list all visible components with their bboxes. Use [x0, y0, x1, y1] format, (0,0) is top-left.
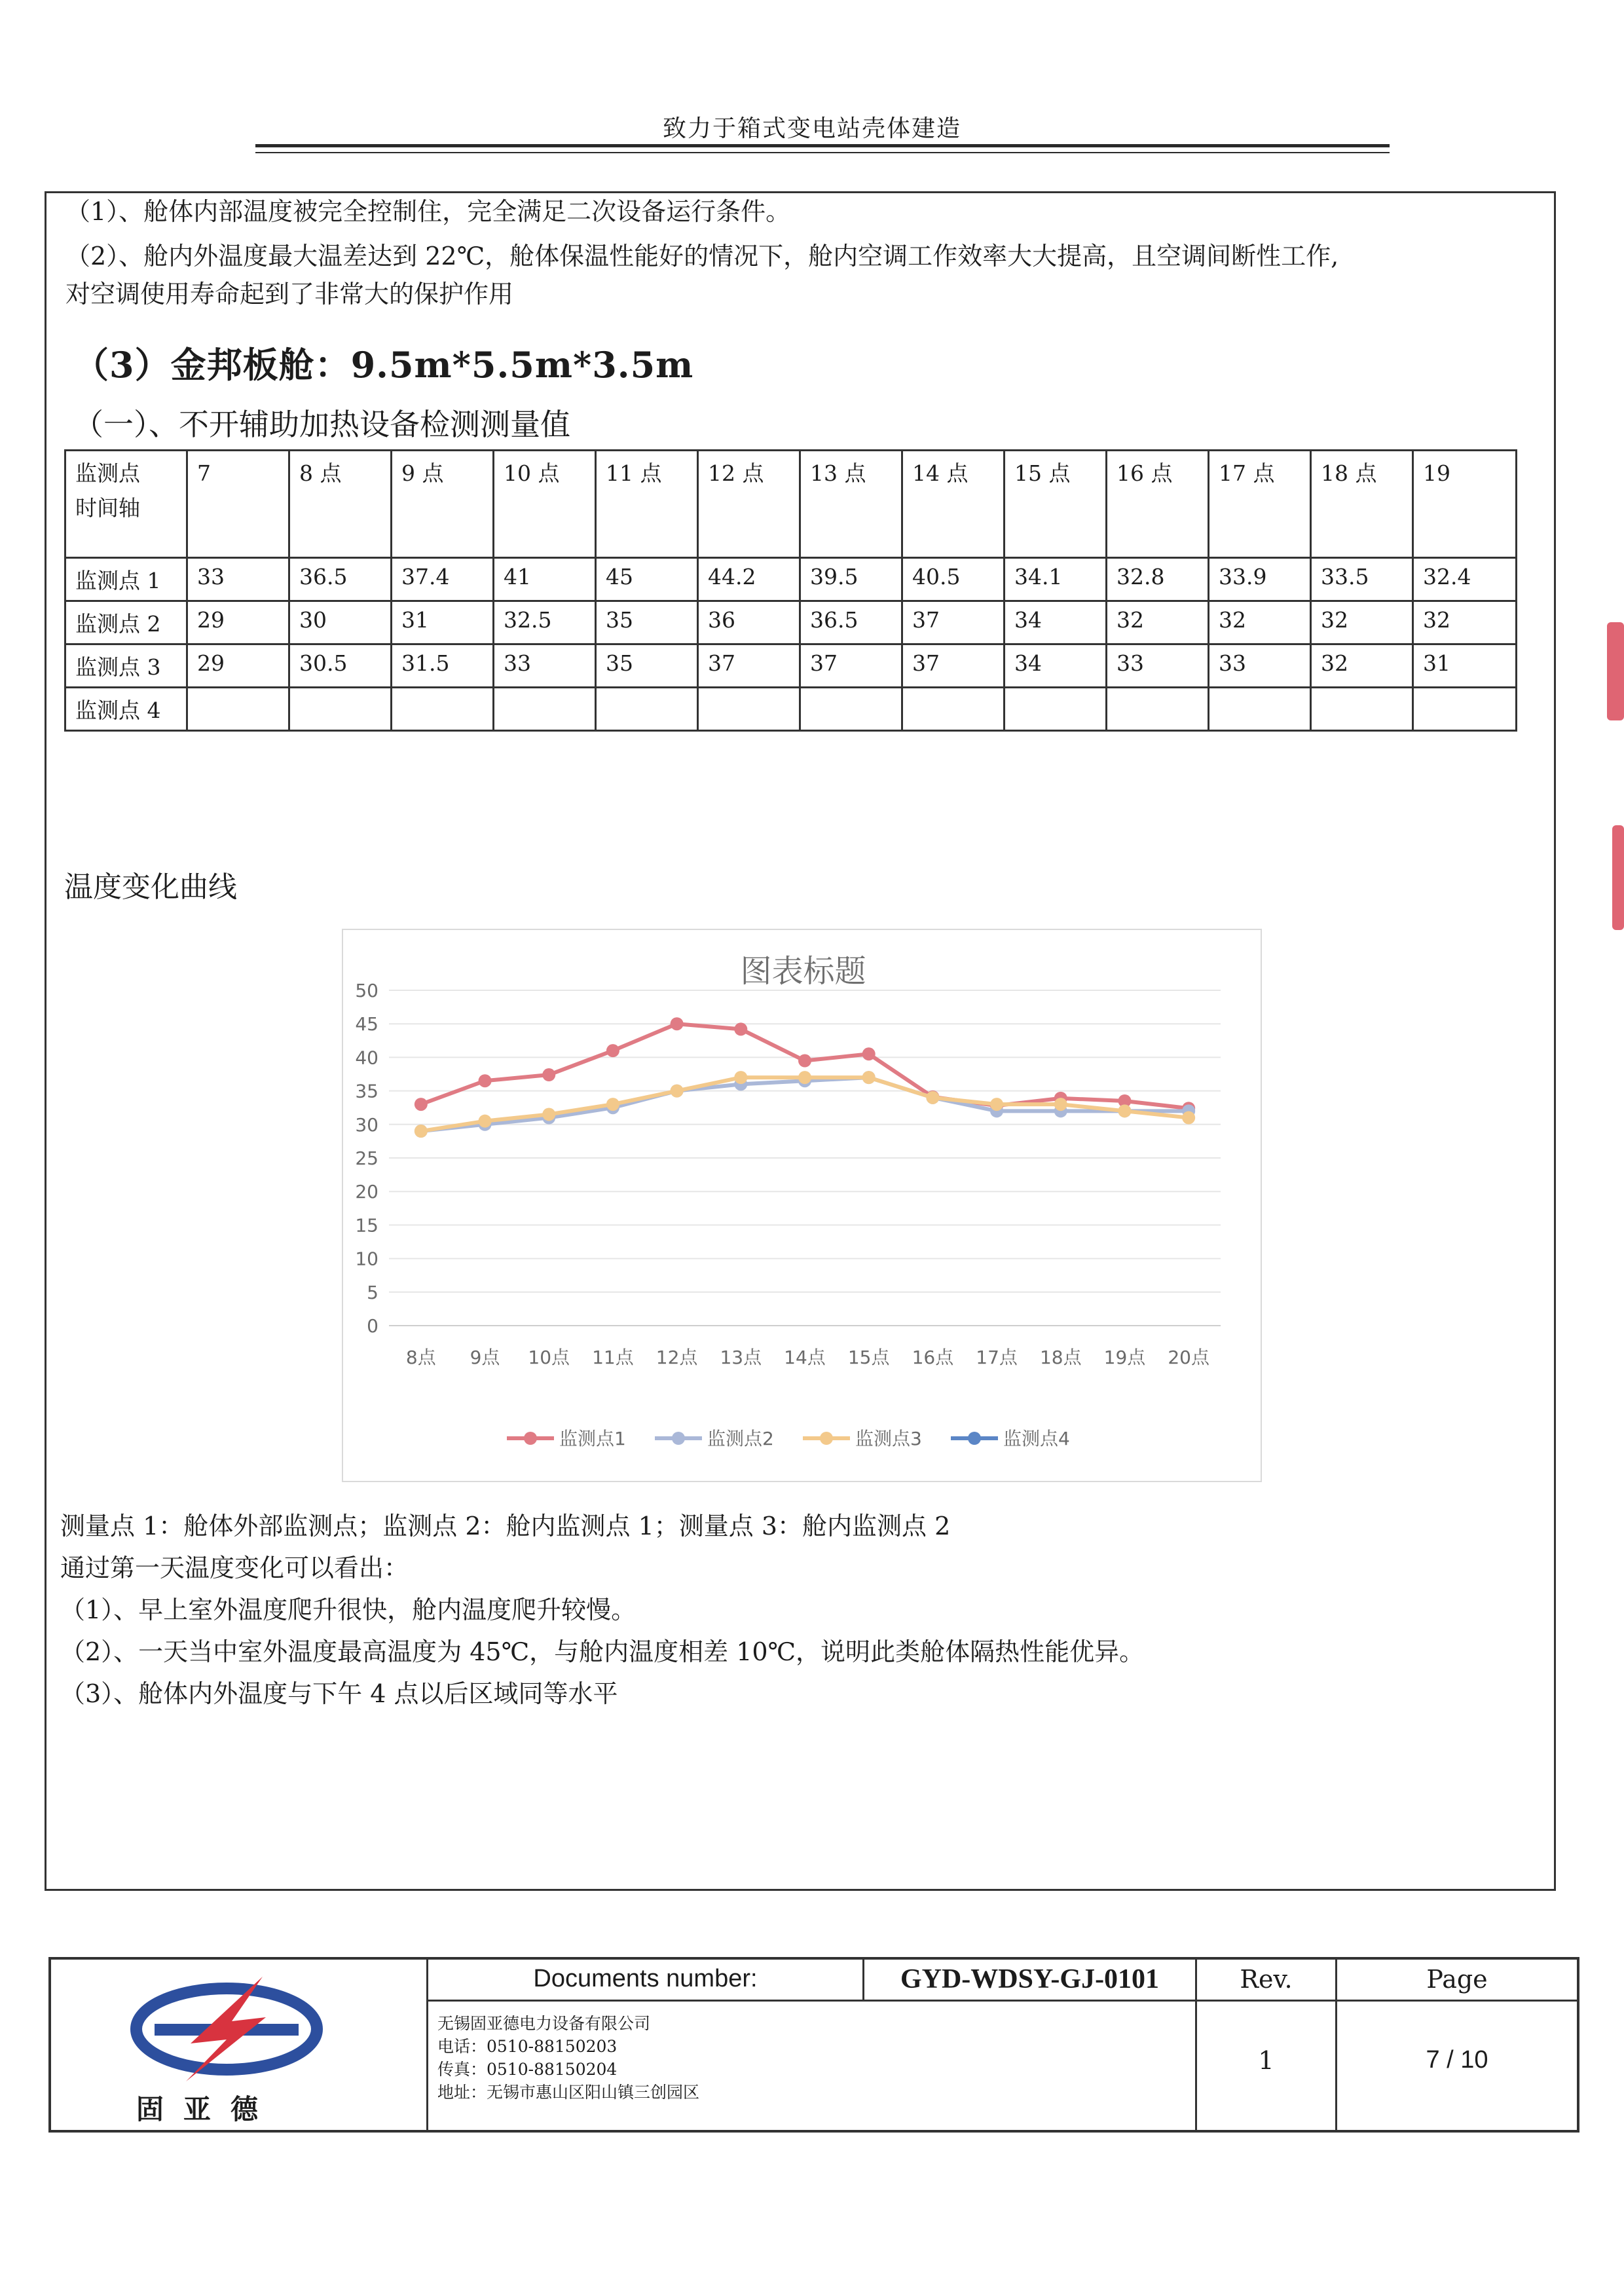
table-cell: 37 — [902, 601, 1005, 644]
table-cell: 32.5 — [494, 601, 596, 644]
row-label: 监测点 3 — [65, 644, 187, 688]
table-cell — [187, 688, 289, 731]
header-rule-thick — [255, 144, 1390, 147]
x-tick-label: 18点 — [1039, 1347, 1082, 1368]
table-cell: 30.5 — [289, 644, 392, 688]
column-header: 18 点 — [1311, 451, 1413, 558]
column-header: 10 点 — [494, 451, 596, 558]
legend-marker — [820, 1432, 833, 1445]
x-tick-label: 14点 — [784, 1347, 826, 1368]
table-cell: 34 — [1005, 601, 1107, 644]
legend-label: 监测点3 — [855, 1428, 922, 1449]
table-cell: 30 — [289, 601, 392, 644]
x-tick-label: 11点 — [592, 1347, 634, 1368]
table-cell — [1413, 688, 1517, 731]
column-header: 11 点 — [596, 451, 698, 558]
header-rule-thin — [255, 152, 1390, 153]
table-cell: 34 — [1005, 644, 1107, 688]
table-cell: 29 — [187, 644, 289, 688]
measurement-legend-note: 测量点 1：舱体外部监测点；监测点 2：舱内监测点 1；测量点 3：舱内监测点 2 — [60, 1512, 951, 1540]
y-axis-ticks — [355, 980, 378, 1337]
data-point — [542, 1068, 555, 1081]
table-cell: 37 — [698, 644, 800, 688]
x-tick-label: 20点 — [1168, 1347, 1209, 1368]
table-cell: 37.4 — [392, 558, 494, 601]
table-cell: 29 — [187, 601, 289, 644]
data-point — [1182, 1111, 1195, 1125]
table-cell: 44.2 — [698, 558, 800, 601]
column-header: 12 点 — [698, 451, 800, 558]
y-tick-label: 5 — [367, 1281, 378, 1303]
table-cell: 45 — [596, 558, 698, 601]
table-cell: 32 — [1107, 601, 1209, 644]
company-address: 地址：无锡市惠山区阳山镇三创园区 — [437, 2083, 700, 2102]
x-tick-label: 15点 — [847, 1347, 890, 1368]
data-point — [671, 1085, 684, 1098]
y-tick-label: 0 — [367, 1315, 378, 1337]
table-cell — [392, 688, 494, 731]
table-cell: 32 — [1311, 601, 1413, 644]
company-phone: 电话：0510-88150203 — [437, 2037, 618, 2056]
table-cell: 32.8 — [1107, 558, 1209, 601]
column-header: 8 点 — [289, 451, 392, 558]
table-cell: 41 — [494, 558, 596, 601]
table-cell: 32.4 — [1413, 558, 1517, 601]
table-row — [65, 644, 1517, 688]
company-info-cell — [428, 2002, 1197, 2130]
column-header: 19 — [1413, 451, 1517, 558]
data-point — [606, 1044, 619, 1057]
corner-label-bottom: 时间轴 — [75, 494, 140, 521]
legend-marker — [524, 1432, 537, 1445]
table-cell — [1209, 688, 1311, 731]
table-cell: 33.5 — [1311, 558, 1413, 601]
x-tick-label: 9点 — [470, 1347, 500, 1368]
subsection-title: （一）、不开辅助加热设备检测测量值 — [73, 407, 570, 442]
column-header: 15 点 — [1005, 451, 1107, 558]
table-header-row — [65, 451, 1517, 558]
table-cell: 31 — [1413, 644, 1517, 688]
x-tick-label: 12点 — [655, 1347, 698, 1368]
table-cell: 33 — [494, 644, 596, 688]
intro-line-3: 对空调使用寿命起到了非常大的保护作用 — [65, 280, 514, 308]
column-header: 17 点 — [1209, 451, 1311, 558]
x-tick-label: 10点 — [528, 1347, 570, 1368]
line-chart — [343, 930, 1261, 1481]
table-cell: 34.1 — [1005, 558, 1107, 601]
table-cell: 33.9 — [1209, 558, 1311, 601]
table-cell: 36 — [698, 601, 800, 644]
data-point — [798, 1071, 811, 1084]
data-point — [1118, 1104, 1131, 1117]
rev-label-cell — [1197, 1960, 1337, 2002]
data-point — [479, 1074, 492, 1087]
intro-line-1: （1）、舱体内部温度被完全控制住，完全满足二次设备运行条件。 — [65, 197, 791, 226]
column-header: 7 — [187, 451, 289, 558]
docnum-label-cell — [428, 1960, 864, 2002]
y-tick-label: 50 — [355, 980, 378, 1001]
data-point — [862, 1047, 876, 1060]
y-tick-label: 35 — [355, 1080, 378, 1102]
data-point — [415, 1098, 428, 1111]
table-cell — [1107, 688, 1209, 731]
x-tick-label: 17点 — [976, 1347, 1018, 1368]
y-tick-label: 20 — [355, 1181, 378, 1203]
data-point — [862, 1071, 876, 1084]
stamp-mark — [1607, 622, 1624, 720]
section-title: （3）金邦板舱：9.5m*5.5m*3.5m — [73, 344, 694, 386]
table-cell — [494, 688, 596, 731]
table-cell: 37 — [800, 644, 902, 688]
table-cell: 40.5 — [902, 558, 1005, 601]
legend-marker — [672, 1432, 685, 1445]
row-label: 监测点 4 — [65, 688, 187, 731]
row-label: 监测点 1 — [65, 558, 187, 601]
documents-number-label: Documents number: — [533, 1965, 758, 1992]
grid-lines — [389, 990, 1221, 1326]
legend-label: 监测点4 — [1003, 1428, 1070, 1449]
row-label: 监测点 2 — [65, 601, 187, 644]
column-header: 9 点 — [392, 451, 494, 558]
chart-section-label: 温度变化曲线 — [64, 870, 237, 904]
table-cell: 36.5 — [289, 558, 392, 601]
x-axis-ticks — [406, 1347, 1210, 1368]
data-point — [734, 1071, 747, 1084]
table-row — [65, 688, 1517, 731]
table-cell — [698, 688, 800, 731]
footer-table — [48, 1957, 1579, 2133]
page-header-title: 致力于箱式变电站壳体建造 — [662, 115, 961, 142]
data-point — [926, 1091, 939, 1104]
table-cell — [1005, 688, 1107, 731]
legend-label: 监测点2 — [707, 1428, 774, 1449]
table-cell: 35 — [596, 644, 698, 688]
data-point — [798, 1054, 811, 1068]
data-point — [734, 1022, 747, 1035]
rev-label: Rev. — [1240, 1965, 1293, 1994]
table-cell: 33 — [1107, 644, 1209, 688]
y-tick-label: 10 — [355, 1248, 378, 1270]
stamp-mark — [1612, 825, 1624, 930]
table-cell — [596, 688, 698, 731]
table-cell: 35 — [596, 601, 698, 644]
chart-legend — [507, 1428, 1070, 1449]
y-tick-label: 15 — [355, 1214, 378, 1237]
data-point — [606, 1098, 619, 1111]
conclusion-3: （3）、舱体内外温度与下午 4 点以后区域同等水平 — [60, 1679, 618, 1708]
intro-line-2: （2）、舱内外温度最大温差达到 22℃，舱体保温性能好的情况下，舱内空调工作效率大大提高，且空调间断性工作, — [65, 242, 1339, 270]
company-fax: 传真：0510-88150204 — [437, 2060, 618, 2079]
legend-label: 监测点1 — [559, 1428, 626, 1449]
y-tick-label: 30 — [355, 1113, 378, 1136]
y-tick-label: 25 — [355, 1147, 378, 1169]
footer-logo-cell — [51, 1960, 428, 2130]
table-cell: 37 — [902, 644, 1005, 688]
legend-marker — [968, 1432, 981, 1445]
column-header: 13 点 — [800, 451, 902, 558]
x-tick-label: 16点 — [912, 1347, 954, 1368]
x-tick-label: 19点 — [1103, 1347, 1146, 1368]
table-cell — [1311, 688, 1413, 731]
table-cell — [902, 688, 1005, 731]
data-point — [415, 1125, 428, 1138]
data-point — [542, 1108, 555, 1121]
y-tick-label: 40 — [355, 1047, 378, 1069]
chart-title: 图表标题 — [740, 953, 866, 990]
table-corner-cell — [65, 451, 187, 558]
page-label: Page — [1426, 1965, 1488, 1994]
data-point — [990, 1098, 1003, 1111]
data-point — [671, 1017, 684, 1030]
x-tick-label: 8点 — [405, 1347, 436, 1368]
docnum-value-cell — [864, 1960, 1197, 2002]
company-logo-text: 固亚德 — [136, 2093, 278, 2125]
table-cell: 32 — [1209, 601, 1311, 644]
series-lines — [415, 1017, 1195, 1138]
table-cell: 31.5 — [392, 644, 494, 688]
table-cell: 39.5 — [800, 558, 902, 601]
table-cell: 32 — [1413, 601, 1517, 644]
conclusion-1: （1）、早上室外温度爬升很快，舱内温度爬升较慢。 — [60, 1595, 637, 1624]
column-header: 16 点 — [1107, 451, 1209, 558]
table-cell: 32 — [1311, 644, 1413, 688]
rev-value: 1 — [1258, 2046, 1274, 2075]
table-cell: 33 — [187, 558, 289, 601]
company-name: 无锡固亚德电力设备有限公司 — [437, 2014, 651, 2033]
table-cell — [289, 688, 392, 731]
column-header: 14 点 — [902, 451, 1005, 558]
data-point — [479, 1115, 492, 1128]
table-row — [65, 558, 1517, 601]
company-logo-icon — [128, 1971, 325, 2083]
documents-number: GYD-WDSY-GJ-0101 — [900, 1964, 1160, 1994]
conclusion-intro: 通过第一天温度变化可以看出： — [60, 1554, 409, 1582]
page-value-cell — [1337, 2002, 1577, 2130]
table-cell: 33 — [1209, 644, 1311, 688]
data-point — [1054, 1098, 1067, 1111]
rev-value-cell — [1197, 2002, 1337, 2130]
chart-container — [342, 929, 1262, 1482]
page-label-cell — [1337, 1960, 1577, 2002]
table-cell: 36.5 — [800, 601, 902, 644]
y-tick-label: 45 — [355, 1013, 378, 1035]
table-row — [65, 601, 1517, 644]
table-cell — [800, 688, 902, 731]
table-cell: 31 — [392, 601, 494, 644]
x-tick-label: 13点 — [720, 1347, 762, 1368]
page-number: 7 / 10 — [1426, 2046, 1488, 2074]
corner-label-top: 监测点 — [75, 460, 140, 486]
conclusion-2: （2）、一天当中室外温度最高温度为 45℃，与舱内温度相差 10℃，说明此类舱体隔热性能优异。 — [60, 1637, 1145, 1666]
measurement-table — [64, 449, 1517, 732]
